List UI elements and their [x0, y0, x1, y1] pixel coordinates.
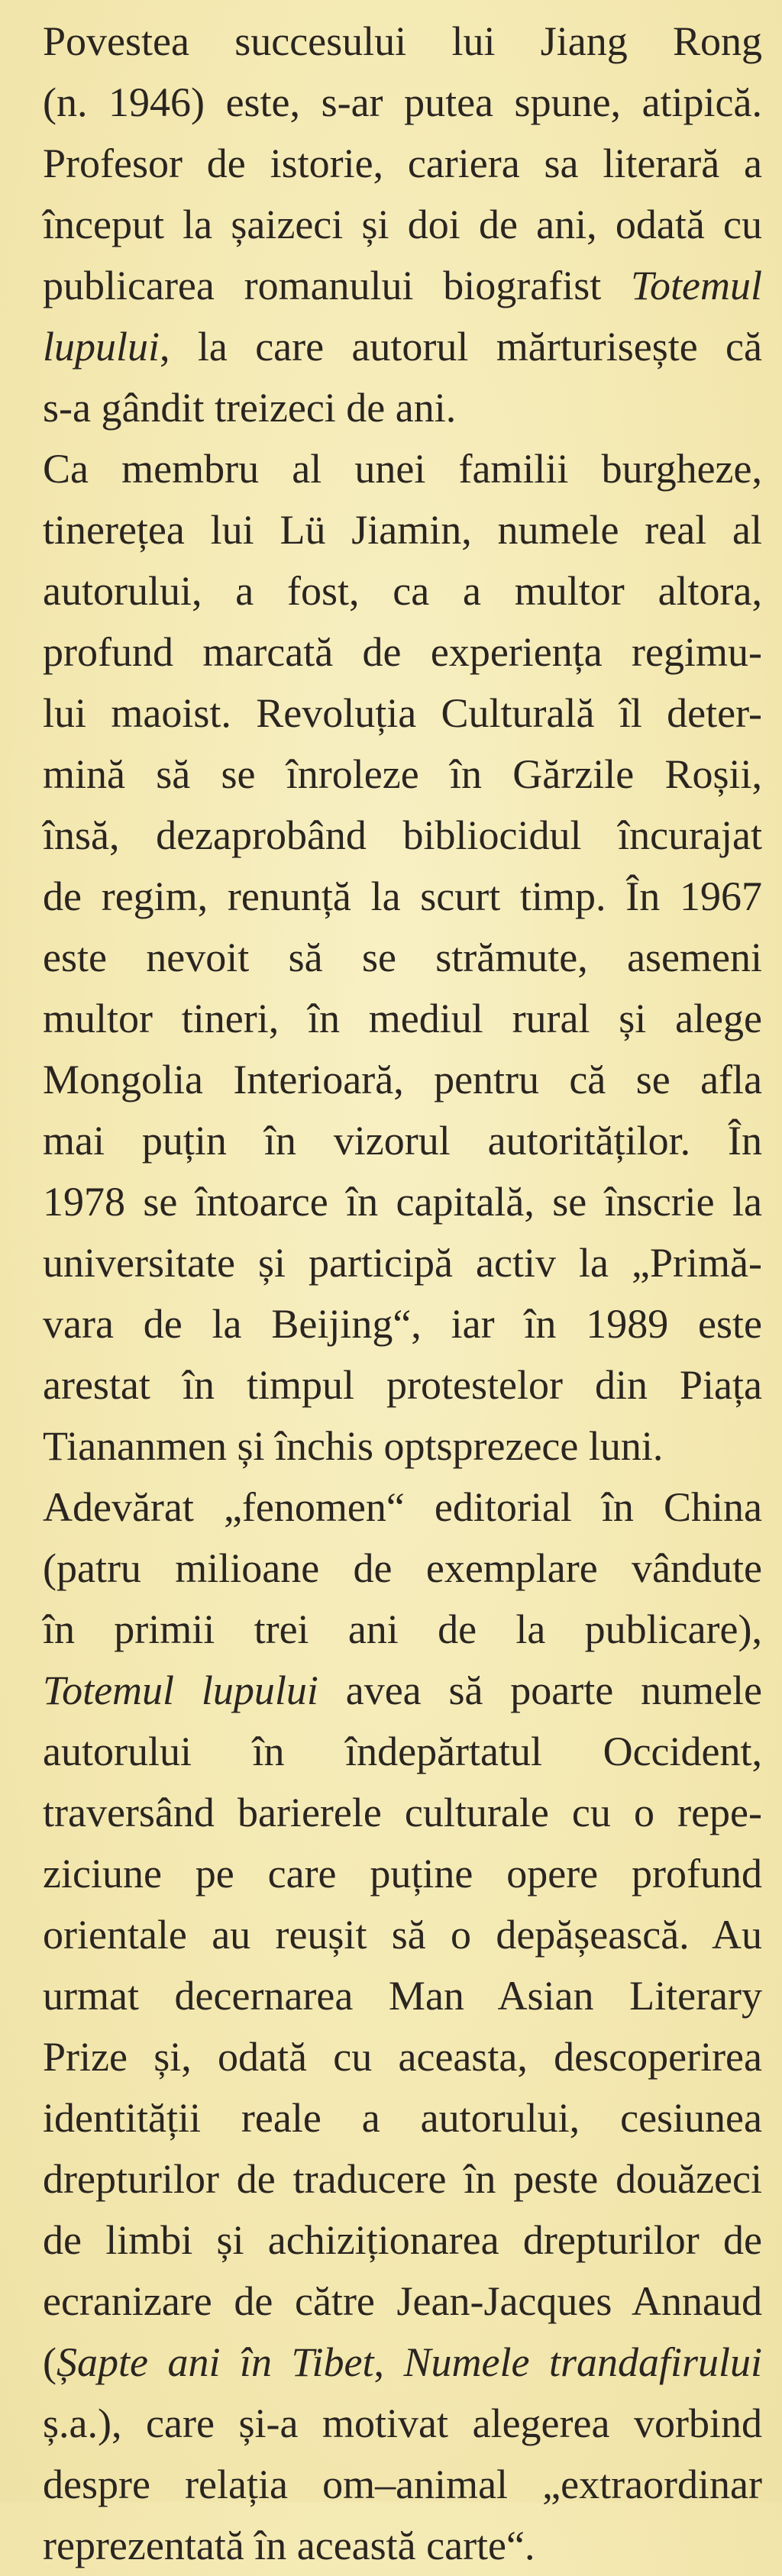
text-line: [43, 2515, 762, 2576]
italic-title-text: Totemul: [630, 263, 762, 308]
text-line: [43, 2210, 762, 2271]
text-line: [43, 1965, 762, 2026]
text-line: [43, 1232, 762, 1293]
italic-title-text: Șapte ani în Tibet: [56, 2339, 374, 2385]
italic-title-text: Numele trandafirului: [403, 2339, 762, 2385]
text-line: [43, 1721, 762, 1782]
text-line: [43, 2454, 762, 2515]
text-line: [43, 316, 762, 377]
paragraph-3: [43, 1477, 762, 2576]
text-run: profund marcată de experiența regimu-: [43, 629, 762, 675]
paragraph-2: [43, 438, 762, 1477]
text-run: autorului, a fost, ca a multor altora,: [43, 568, 762, 614]
text-run: însă, dezaprobând bibliocidul încurajat: [43, 812, 762, 858]
text-line: [43, 133, 762, 194]
text-run: (patru milioane de exemplare vândute: [43, 1545, 762, 1591]
text-run: ,: [373, 2339, 404, 2385]
text-run: reprezentată în această carte“.: [43, 2523, 535, 2568]
text-line: [43, 2332, 762, 2393]
italic-title-text: lupului: [43, 324, 160, 370]
text-line: [43, 1354, 762, 1416]
text-run: de regim, renunță la scurt timp. În 1967: [43, 873, 762, 919]
text-run: Prize și, odată cu aceasta, descoperirea: [43, 2034, 762, 2080]
text-run: avea să poarte numele: [318, 1667, 763, 1713]
text-line: [43, 1477, 762, 1538]
text-run: de limbi și achiziționarea drepturilor de: [43, 2217, 762, 2263]
text-line: [43, 1782, 762, 1843]
text-line: [43, 1171, 762, 1232]
text-run: Povestea succesului lui Jiang Rong: [43, 18, 762, 64]
text-line: [43, 72, 762, 133]
text-run: Ca membru al unei familii burgheze,: [43, 446, 762, 492]
text-line: [43, 438, 762, 499]
text-run: început la șaizeci și doi de ani, odată cu: [43, 202, 762, 247]
text-run: mai puțin în vizorul autorităților. În: [43, 1118, 762, 1164]
text-line: [43, 2393, 762, 2454]
text-line: [43, 11, 762, 72]
text-line: [43, 1110, 762, 1171]
text-run: ziciune pe care puține opere profund: [43, 1851, 762, 1896]
text-run: în primii trei ani de la publicare),: [43, 1606, 762, 1652]
text-run: publicarea romanului biografist: [43, 263, 631, 308]
text-line: [43, 1293, 762, 1354]
text-line: [43, 683, 762, 744]
paragraph-1: [43, 11, 762, 438]
text-run: ecranizare de către Jean-Jacques Annaud: [43, 2278, 762, 2324]
text-line: [43, 1904, 762, 1965]
text-run: Mongolia Interioară, pentru că se afla: [43, 1057, 762, 1102]
text-line: [43, 2271, 762, 2332]
text-run: Tiananmen și închis optsprezece luni.: [43, 1423, 664, 1469]
text-run: traversând barierele culturale cu o repe-: [43, 1790, 762, 1835]
text-run: arestat în timpul protestelor din Piața: [43, 1362, 762, 1408]
text-run: 1978 se întoarce în capitală, se înscrie la: [43, 1179, 762, 1225]
text-line: [43, 1538, 762, 1599]
text-run: Adevărat „fenomen“ editorial în China: [43, 1484, 762, 1530]
text-run: vara de la Beijing“, iar în 1989 este: [43, 1301, 762, 1347]
text-body: [43, 11, 762, 2576]
text-run: lui maoist. Revoluția Culturală îl deter-: [43, 690, 762, 736]
text-run: autorului în îndepărtatul Occident,: [43, 1729, 762, 1774]
text-line: [43, 866, 762, 927]
text-run: este nevoit să se strămute, asemeni: [43, 935, 762, 980]
text-line: [43, 194, 762, 255]
text-run: drepturilor de traducere în peste douăzeci: [43, 2156, 762, 2202]
text-run: tinerețea lui Lü Jiamin, numele real al: [43, 507, 762, 553]
text-run: (: [43, 2339, 57, 2385]
text-line: [43, 2087, 762, 2148]
text-run: s-a gândit treizeci de ani.: [43, 385, 457, 431]
text-line: [43, 988, 762, 1049]
text-run: despre relația om–animal „extraordinar: [43, 2461, 762, 2507]
text-run: urmat decernarea Man Asian Literary: [43, 1973, 762, 2019]
text-run: orientale au reușit să o depășească. Au: [43, 1912, 762, 1958]
text-line: [43, 255, 762, 316]
text-line: [43, 621, 762, 683]
text-run: ș.a.), care și-a motivat alegerea vorbind: [43, 2400, 762, 2446]
text-run: (n. 1946) este, s-ar putea spune, atipică.: [43, 79, 762, 125]
text-line: [43, 2026, 762, 2087]
text-line: [43, 1843, 762, 1904]
text-line: [43, 744, 762, 805]
text-run: , la care autorul mărturisește că: [160, 324, 762, 370]
text-run: multor tineri, în mediul rural și alege: [43, 996, 762, 1041]
text-line: [43, 2148, 762, 2210]
text-line: [43, 377, 762, 438]
text-run: identității reale a autorului, cesiunea: [43, 2095, 762, 2141]
italic-title-text: Totemul lupului: [43, 1667, 318, 1713]
text-run: Profesor de istorie, cariera sa literară a: [43, 140, 762, 186]
text-line: [43, 1049, 762, 1110]
text-run: mină să se înroleze în Gărzile Roșii,: [43, 751, 762, 797]
text-line: [43, 1416, 762, 1477]
text-run: universitate și participă activ la „Primă-: [43, 1240, 762, 1286]
text-line: [43, 560, 762, 621]
text-line: [43, 499, 762, 560]
text-line: [43, 805, 762, 866]
text-line: [43, 1599, 762, 1660]
text-line: [43, 927, 762, 988]
text-line: [43, 1660, 762, 1721]
